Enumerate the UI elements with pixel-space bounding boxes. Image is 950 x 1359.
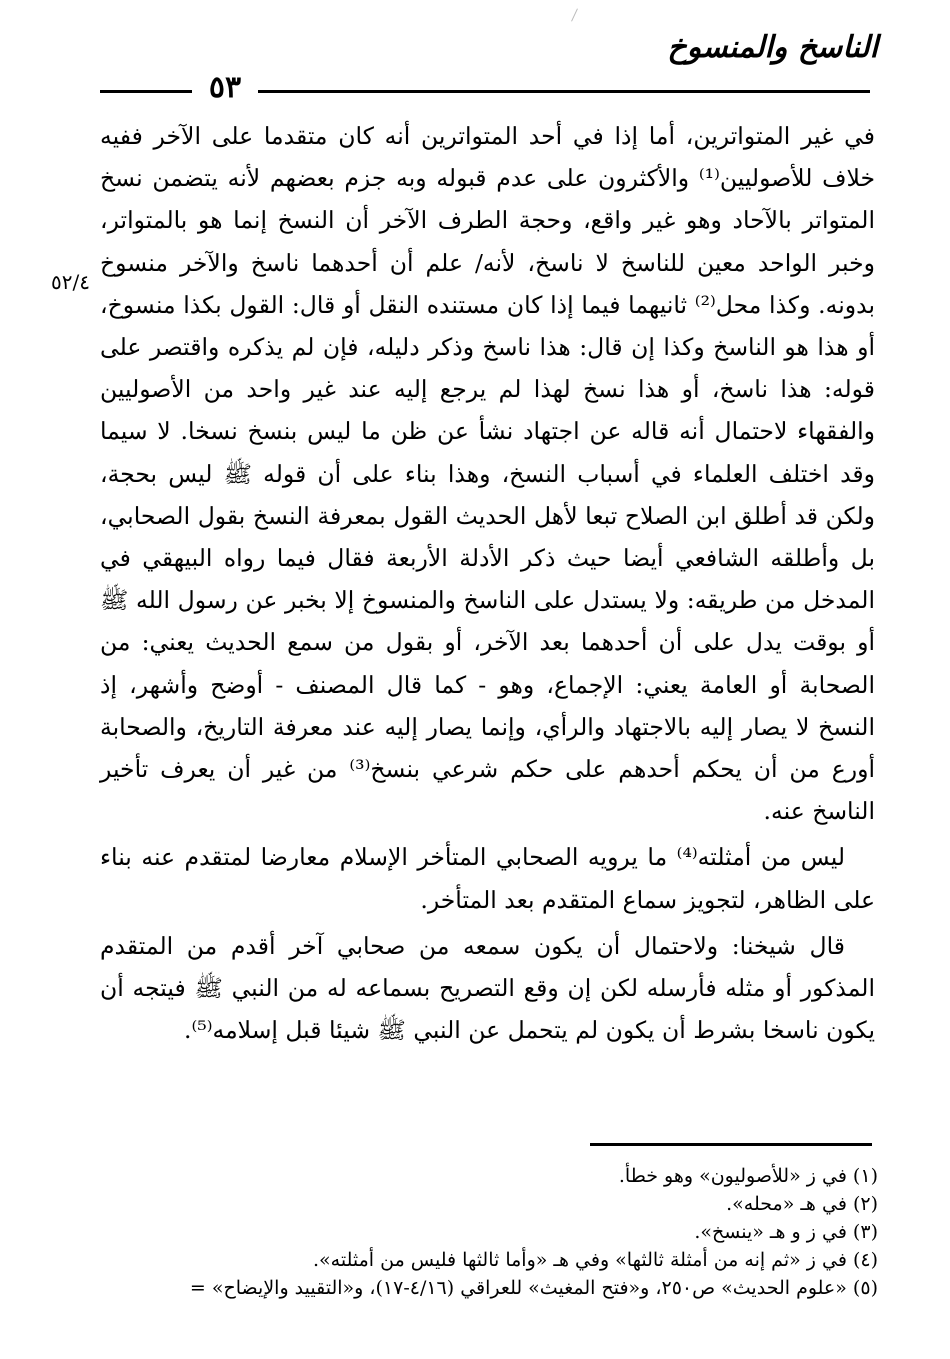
running-title: الناسخ والمنسوخ: [667, 30, 878, 65]
paragraph: في غير المتواترين، أما إذا في أحد المتواترين أنه كان متقدما على الآخر ففيه خلاف للأصوليين⁽¹⁾ والأكثرون على عدم قبوله وبه جزم بعضهم لأنه يتضمن نسخ المتواتر بالآحاد وهو غير واقع، وحجة الطرف الآخر أن النسخ إنما هو بالمتواتر، وخبر الواحد معين للناسخ لا ناسخ، لأنه/ علم أن أحدهما ناسخ والآخر منسوخ بدونه. وكذا محل⁽²⁾ ثانيهما فيما إذا كان مستنده النقل أو قال: القول بكذا منسوخ، أو هذا هو الناسخ وكذا إن قال: هذا ناسخ وذكر دليله، فإن لم يذكره واقتصر على قوله: هذا ناسخ، أو هذا نسخ لهذا لم يرجع إليه عند غير واحد من الأصوليين والفقهاء لاحتمال أنه قاله عن اجتهاد نشأ عن ظن ما ليس بنسخ نسخا. لا سيما وقد اختلف العلماء في أسباب النسخ، وهذا بناء على أن قوله ﷺ ليس بحجة، ولكن قد أطلق ابن الصلاح تبعا لأهل الحديث القول بمعرفة النسخ بقول الصحابي، بل وأطلقه الشافعي أيضا حيث ذكر الأدلة الأربعة فقال فيما رواه البيهقي في المدخل من طريقه: ولا يستدل على الناسخ والمنسوخ إلا بخبر عن رسول الله ﷺ أو بوقت يدل على أن أحدهما بعد الآخر، أو بقول من سمع الحديث يعني: من الصحابة أو العامة يعني: الإجماع، وهو - كما قال المصنف - أوضح وأشهر، إذ النسخ لا يصار إليه بالاجتهاد والرأي، وإنما يصار إليه عند معرفة التاريخ، والصحابة أورع من أن يحكم أحدهم على حكم شرعي بنسخ⁽³⁾ من غير أن يعرف تأخير الناسخ عنه.: [100, 122, 876, 826]
scan-mark: [571, 8, 578, 21]
margin-note: ٥٢/٤: [51, 270, 90, 294]
paragraph: قال شيخنا: ولاحتمال أن يكون سمعه من صحابي آخر أقدم من المتقدم المذكور أو مثله فأرسله لكن إن وقع التصريح بسماعه له من النبي ﷺ فيتجه أن يكون ناسخا بشرط أن يكون لم يتحمل عن النبي ﷺ شيئا قبل إسلامه⁽⁵⁾.: [100, 931, 875, 1045]
paragraph: ليس من أمثلته⁽⁴⁾ ما يرويه الصحابي المتأخر الإسلام معارضا لمتقدم عنه بناء على الظاهر، لتجويز سماع المتقدم بعد المتأخر.: [100, 843, 875, 914]
header-rule-right: [258, 90, 870, 93]
footnote: (٢) في هـ «محله».: [726, 1193, 878, 1215]
footnote: (٤) في ز «ثم إنه من أمثلة ثالثها» وفي هـ «وأما ثالثها فليس من أمثلته».: [313, 1249, 878, 1271]
footnote-separator: [590, 1143, 872, 1146]
footnote: (٥) «علوم الحديث» ص٢٥٠، و«فتح المغيث» للعراقي (٤/١٦-١٧)، و«التقييد والإيضاح» =: [189, 1277, 878, 1299]
footnote: (١) في ز «للأصوليون» وهو خطأ.: [618, 1165, 878, 1187]
main-text: [100, 115, 875, 1051]
footnote: (٣) في ز و هـ «ينسخ».: [694, 1221, 878, 1243]
page-number: ٥٣: [208, 70, 242, 105]
footnotes: [100, 1162, 878, 1302]
header-rule-left: [100, 90, 192, 93]
